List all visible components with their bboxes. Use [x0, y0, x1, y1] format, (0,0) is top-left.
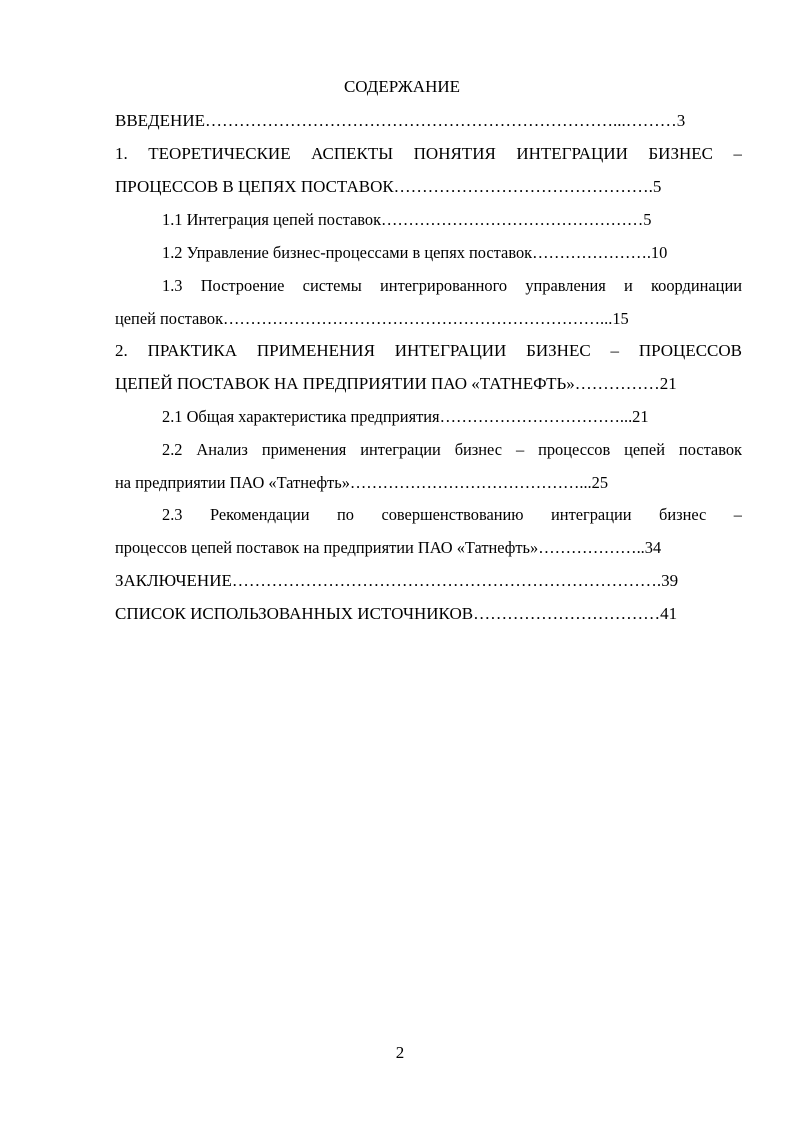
- page-title: СОДЕРЖАНИЕ: [343, 77, 461, 96]
- toc-entry-section-1-3-line-1: 1.3 Построение системы интегрированного управления и координации: [162, 276, 742, 295]
- toc-entry-section-2-1: 2.1 Общая характеристика предприятия……………………………...21: [162, 407, 649, 426]
- toc-entry-introduction: ВВЕДЕНИЕ………………………………………………………………...………3: [115, 111, 686, 130]
- toc-entry-section-1-3-line-2: цепей поставок……………………………………………………………...15: [115, 309, 629, 328]
- toc-entry-chapter-2-line-2: ЦЕПЕЙ ПОСТАВОК НА ПРЕДПРИЯТИИ ПАО «ТАТНЕФТЬ»……………21: [115, 374, 677, 393]
- toc-entry-section-2-2-line-2: на предприятии ПАО «Татнефть»……………………………………...25: [115, 473, 609, 492]
- toc-entry-section-2-3-line-1: 2.3 Рекомендации по совершенствованию интеграции бизнес –: [162, 505, 742, 524]
- toc-entry-conclusion: ЗАКЛЮЧЕНИЕ………………………………………………………………….39: [115, 571, 679, 590]
- toc-entry-section-1-1: 1.1 Интеграция цепей поставок…………………………………………5: [162, 210, 652, 229]
- toc-entry-references: СПИСОК ИСПОЛЬЗОВАННЫХ ИСТОЧНИКОВ……………………………41: [115, 604, 678, 623]
- toc-entry-chapter-1-line-1: 1. ТЕОРЕТИЧЕСКИЕ АСПЕКТЫ ПОНЯТИЯ ИНТЕГРАЦИИ БИЗНЕС –: [115, 144, 742, 163]
- toc-entry-section-2-2-line-1: 2.2 Анализ применения интеграции бизнес – процессов цепей поставок: [162, 440, 742, 459]
- page-number: 2: [395, 1043, 405, 1062]
- toc-entry-section-2-3-line-2: процессов цепей поставок на предприятии ПАО «Татнефть»………………..34: [115, 538, 662, 557]
- toc-entry-chapter-1-line-2: ПРОЦЕССОВ В ЦЕПЯХ ПОСТАВОК……………………………………….5: [115, 177, 662, 196]
- toc-entry-section-1-2: 1.2 Управление бизнес-процессами в цепях поставок………………….10: [162, 243, 668, 262]
- toc-entry-chapter-2-line-1: 2. ПРАКТИКА ПРИМЕНЕНИЯ ИНТЕГРАЦИИ БИЗНЕС – ПРОЦЕССОВ: [115, 341, 742, 360]
